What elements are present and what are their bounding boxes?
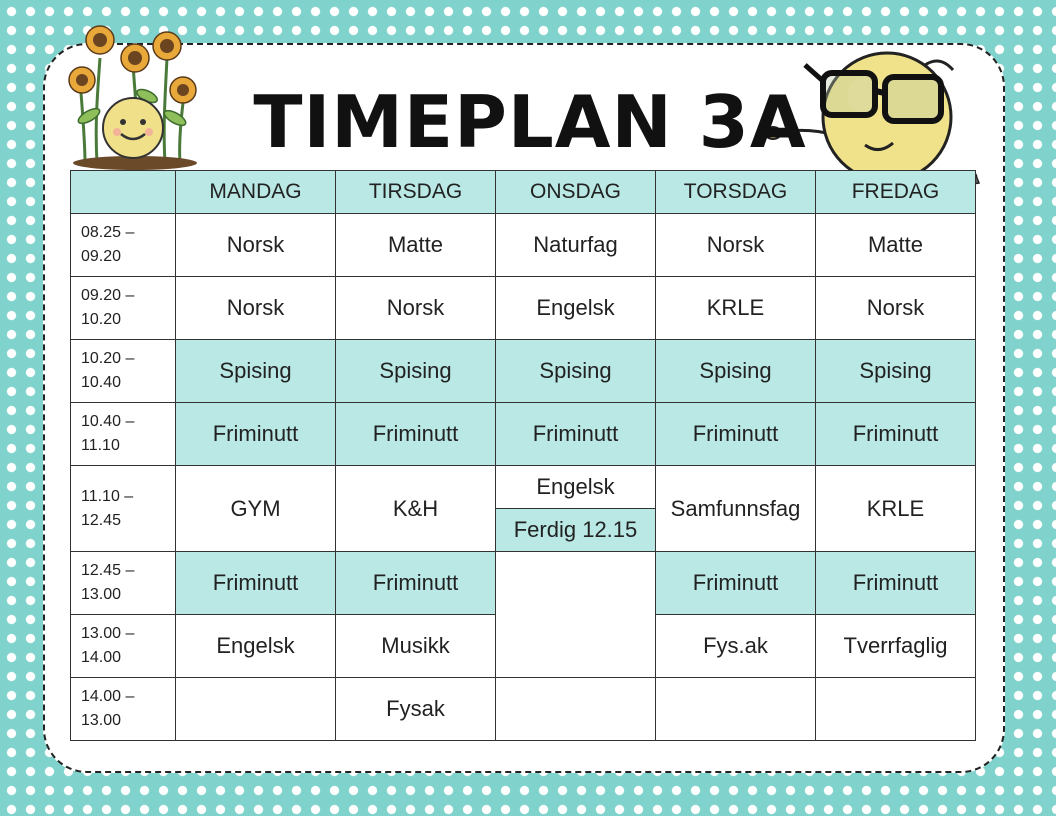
- day-header-fredag: FREDAG: [816, 171, 976, 214]
- lesson-cell: Norsk: [656, 214, 816, 277]
- lesson-cell: Norsk: [336, 277, 496, 340]
- table-row: [71, 678, 976, 741]
- lesson-cell: Fys.ak: [656, 615, 816, 678]
- lesson-cell: Engelsk: [176, 615, 336, 678]
- time-cell: 12.45 – 13.00: [71, 552, 176, 615]
- lesson-cell: Engelsk: [496, 466, 656, 509]
- day-header-mandag: MANDAG: [176, 171, 336, 214]
- break-cell: Friminutt: [656, 403, 816, 466]
- lesson-cell: [816, 678, 976, 741]
- lesson-cell: KRLE: [656, 277, 816, 340]
- meal-cell: Spising: [176, 340, 336, 403]
- break-cell: Friminutt: [176, 403, 336, 466]
- table-row: [71, 340, 976, 403]
- lesson-cell: Tverrfaglig: [816, 615, 976, 678]
- break-cell: Friminutt: [176, 552, 336, 615]
- day-header-onsdag: ONSDAG: [496, 171, 656, 214]
- meal-cell: Spising: [336, 340, 496, 403]
- lesson-cell: Naturfag: [496, 214, 656, 277]
- lesson-cell: Matte: [816, 214, 976, 277]
- lesson-cell: [656, 678, 816, 741]
- break-cell: Friminutt: [336, 552, 496, 615]
- day-header-torsdag: TORSDAG: [656, 171, 816, 214]
- empty-cell: [496, 552, 656, 678]
- table-row: [71, 277, 976, 340]
- lesson-cell: GYM: [176, 466, 336, 552]
- table-row: [71, 403, 976, 466]
- time-cell: 14.00 – 13.00: [71, 678, 176, 741]
- time-cell: 10.20 – 10.40: [71, 340, 176, 403]
- time-cell: 13.00 – 14.00: [71, 615, 176, 678]
- lesson-cell: Samfunnsfag: [656, 466, 816, 552]
- time-cell: 11.10 – 12.45: [71, 466, 176, 552]
- meal-cell: Spising: [656, 340, 816, 403]
- break-cell: Friminutt: [816, 403, 976, 466]
- page-title: TIMEPLAN 3A: [253, 80, 807, 164]
- table-row: [71, 552, 976, 615]
- meal-cell: Spising: [816, 340, 976, 403]
- break-cell: Friminutt: [336, 403, 496, 466]
- table-row: [71, 214, 976, 277]
- schedule-table: [70, 170, 976, 741]
- lesson-cell: Musikk: [336, 615, 496, 678]
- header-row: [71, 171, 976, 214]
- sunflower-sun-icon: [55, 18, 215, 170]
- break-cell: Friminutt: [656, 552, 816, 615]
- lesson-cell: KRLE: [816, 466, 976, 552]
- time-cell: 08.25 – 09.20: [71, 214, 176, 277]
- lesson-cell: Norsk: [816, 277, 976, 340]
- lesson-cell: Engelsk: [496, 277, 656, 340]
- lesson-cell: K&H: [336, 466, 496, 552]
- meal-cell: Spising: [496, 340, 656, 403]
- lesson-cell: Matte: [336, 214, 496, 277]
- time-cell: 10.40 – 11.10: [71, 403, 176, 466]
- lesson-cell: [176, 678, 336, 741]
- lesson-cell: Norsk: [176, 214, 336, 277]
- break-cell: Friminutt: [496, 403, 656, 466]
- lesson-cell: Fysak: [336, 678, 496, 741]
- wednesday-end-note: Ferdig 12.15: [496, 509, 656, 552]
- lesson-cell: Norsk: [176, 277, 336, 340]
- day-header-tirsdag: TIRSDAG: [336, 171, 496, 214]
- break-cell: Friminutt: [816, 552, 976, 615]
- corner-cell: [71, 171, 176, 214]
- table-row: [71, 466, 976, 509]
- time-cell: 09.20 – 10.20: [71, 277, 176, 340]
- lesson-cell: [496, 678, 656, 741]
